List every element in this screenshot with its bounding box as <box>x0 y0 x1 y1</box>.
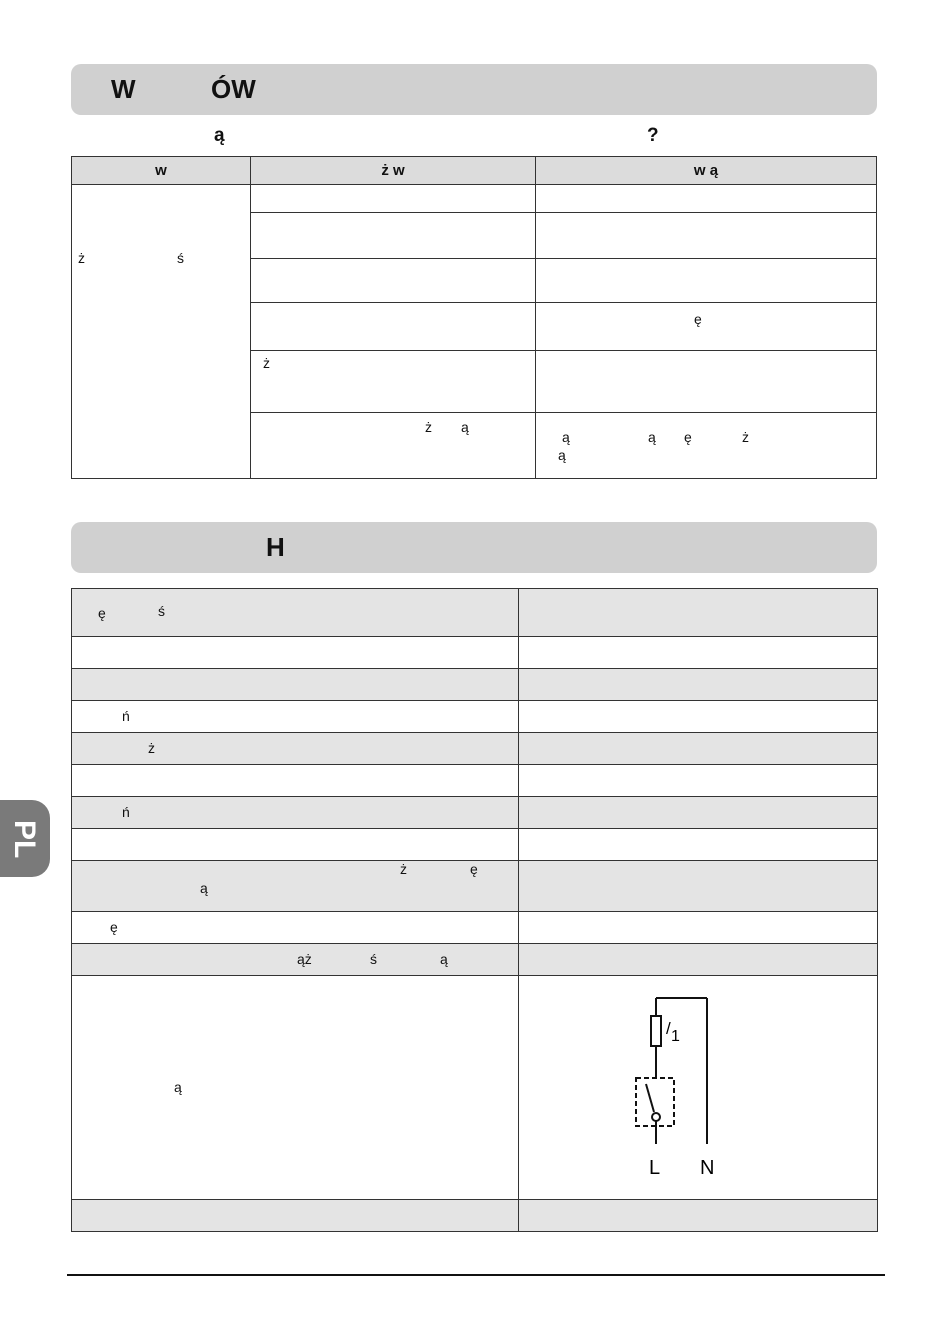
language-tab-label: PL <box>8 820 41 859</box>
fuse-label-slash: / <box>666 1019 671 1038</box>
spec-char: ą <box>440 951 448 967</box>
spec-label <box>72 589 519 637</box>
spec-char: ż <box>148 740 155 756</box>
problem-char-2: ś <box>177 250 184 266</box>
spec-char: ń <box>122 804 130 820</box>
spec-value <box>519 589 878 637</box>
terminal-l-label: L <box>649 1157 661 1179</box>
solution-char: ż <box>742 429 749 445</box>
spec-value <box>519 669 878 701</box>
spec-label <box>72 944 519 976</box>
spec-char: ę <box>98 605 106 621</box>
wiring-diagram-cell <box>519 976 878 1200</box>
section1-title-w: W <box>111 74 136 104</box>
spec-value <box>519 637 878 669</box>
cause-cell <box>251 259 536 303</box>
header-solution: w ą <box>536 157 877 185</box>
fuse-label-sub: 1 <box>671 1028 680 1045</box>
spec-value <box>519 733 878 765</box>
troubleshooting-table <box>71 156 877 479</box>
spec-char: ąż <box>297 951 312 967</box>
spec-label <box>72 1200 519 1232</box>
spec-label <box>72 912 519 944</box>
solution-cell <box>536 413 877 479</box>
spec-char: ę <box>110 919 118 935</box>
spec-char: ż <box>400 861 407 877</box>
spec-label <box>72 829 519 861</box>
solution-cell <box>536 303 877 351</box>
spec-char: ń <box>122 708 130 724</box>
spec-label <box>72 976 519 1200</box>
spec-table <box>71 588 878 1232</box>
spec-value <box>519 765 878 797</box>
spec-char: ą <box>200 880 208 896</box>
spec-label <box>72 797 519 829</box>
cause-cell <box>251 185 536 213</box>
spec-char: ś <box>158 603 165 619</box>
cause-char: ż <box>263 355 270 371</box>
spec-value <box>519 829 878 861</box>
spec-char: ę <box>470 861 478 877</box>
spec-char: ś <box>370 951 377 967</box>
spec-value <box>519 1200 878 1232</box>
spec-value <box>519 797 878 829</box>
header-problem: w <box>72 157 251 185</box>
spec-label <box>72 765 519 797</box>
spec-label <box>72 669 519 701</box>
solution-cell <box>536 185 877 213</box>
spec-value <box>519 912 878 944</box>
footer-divider <box>67 1274 885 1276</box>
spec-label <box>72 733 519 765</box>
section1-question-a: ą <box>214 125 225 146</box>
solution-char: ę <box>694 311 702 327</box>
section1-header-band <box>71 64 877 115</box>
solution-char: ą <box>562 429 570 445</box>
language-tab <box>0 800 50 877</box>
solution-char: ą <box>558 447 566 463</box>
section2-header-band <box>71 522 877 573</box>
wiring-diagram <box>519 976 876 1198</box>
section2-title-h: H <box>266 532 285 562</box>
spec-value <box>519 944 878 976</box>
spec-value <box>519 701 878 733</box>
problem-char-1: ż <box>78 250 85 266</box>
spec-value <box>519 861 878 912</box>
terminal-n-label: N <box>700 1157 715 1179</box>
section1-title-ow: ÓW <box>211 74 256 104</box>
header-cause: ż w <box>251 157 536 185</box>
solution-cell <box>536 259 877 303</box>
spec-label <box>72 637 519 669</box>
cause-cell <box>251 213 536 259</box>
cause-cell <box>251 351 536 413</box>
section1-question-mark: ? <box>647 125 659 146</box>
cause-char: ż <box>425 419 432 435</box>
cause-cell <box>251 303 536 351</box>
solution-cell <box>536 213 877 259</box>
solution-char: ą <box>648 429 656 445</box>
spec-char: ą <box>174 1079 182 1095</box>
solution-cell <box>536 351 877 413</box>
problem-cell <box>72 185 251 479</box>
solution-char: ę <box>684 429 692 445</box>
cause-cell <box>251 413 536 479</box>
cause-char: ą <box>461 419 469 435</box>
spec-label <box>72 701 519 733</box>
spec-label <box>72 861 519 912</box>
